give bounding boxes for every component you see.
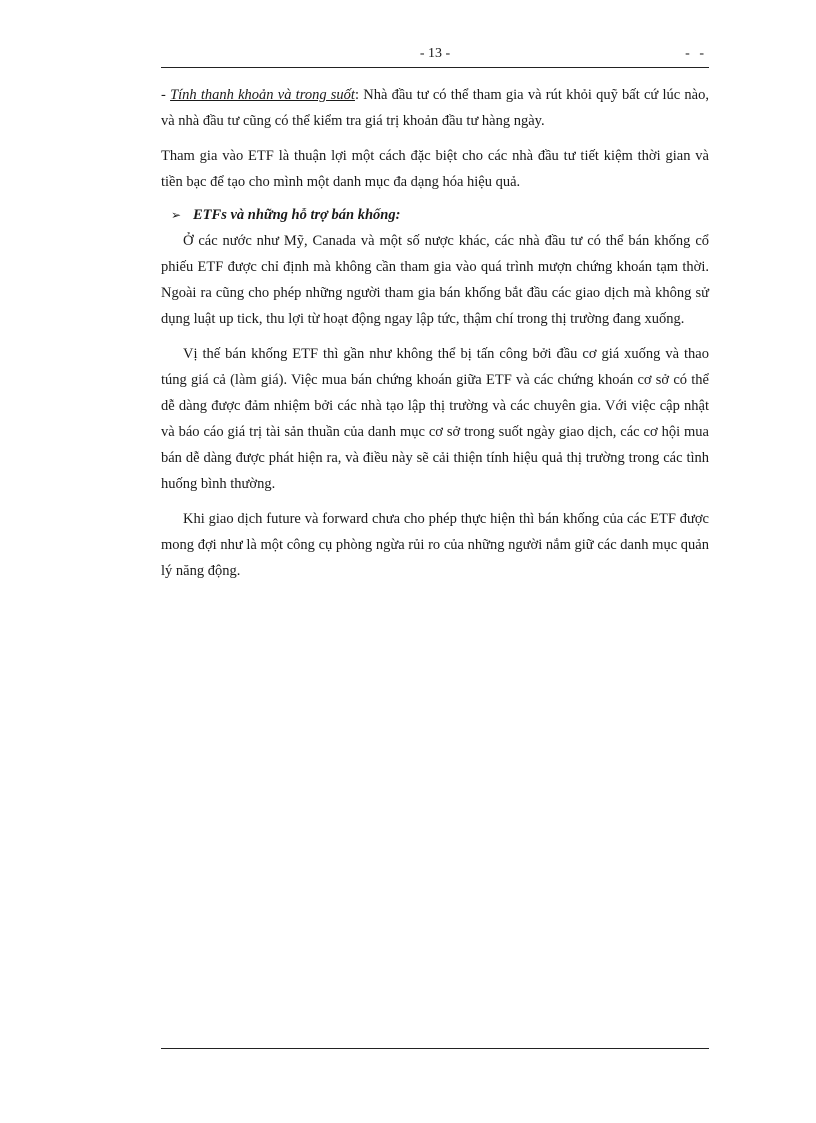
section-heading-colon: : [395,207,401,223]
paragraph-short-selling-countries: Ở các nước như Mỹ, Canada và một số nược khác, các nhà đầu tư có thể bán khống cổ phiếu ETF được chỉ định mà không cần tham gia vào quá trình mượn chứng khoán tạm thời. Ngoài ra cũng cho phép những người tham gia bán khống bắt đầu các giao dịch mà không sử dụng luật up tick, thu lợi từ hoạt động ngay lập tức, thậm chí trong thị trường đang xuống. [161,233,709,327]
header-rule [161,67,709,68]
paragraph-liquidity-text: : Nhà đầu tư có thể tham gia và rút khỏi quỹ bất cứ lúc nào, và nhà đầu tư cũng có thể kiểm tra giá trị khoản đầu tư hàng ngày. [161,87,709,129]
section-heading-short-selling [161,202,709,228]
document-body [161,82,709,584]
paragraph-etf-benefit: Tham gia vào ETF là thuận lợi một cách đặc biệt cho các nhà đầu tư tiết kiệm thời gian và tiền bạc để tạo cho mình một danh mục đa dạng hóa hiệu quả. [161,148,709,190]
paragraph-short-position: Vị thế bán khống ETF thì gần như không thể bị tấn công bởi đầu cơ giá xuống và thao túng giá cả (làm giá). Việc mua bán chứng khoán giữa ETF và các chứng khoán cơ sở có thể dễ dàng được đảm nhiệm bởi các nhà tạo lập thị trường và các chuyên gia. Với việc cập nhật và báo cáo giá trị tài sản thuần của danh mục cơ sở trong suốt ngày giao dịch, các cơ hội mua bán dễ dàng được phát hiện ra, và điều này sẽ cải thiện tính hiệu quả thị trường trong các tình huống bình thường. [161,346,709,492]
list-dash: - [161,87,171,103]
page-number: - 13 - [419,46,451,61]
section-heading-text: ETFs và những hỗ trợ bán khống [193,207,396,223]
paragraph-hedging: Khi giao dịch future và forward chưa cho phép thực hiện thì bán khống của các ETF được mong đợi như là một công cụ phòng ngừa rủi ro của những người nắm giữ các danh mục quản lý năng động. [161,511,709,579]
footer-rule [161,1048,709,1049]
term-liquidity-transparency: Tính thanh khoản và trong suốt [170,87,355,103]
page-header [161,46,709,66]
paragraph-liquidity [161,82,709,134]
arrow-bullet-icon: ➢ [171,208,182,222]
document-page [161,0,709,1123]
header-right-mark: - - [685,46,707,61]
